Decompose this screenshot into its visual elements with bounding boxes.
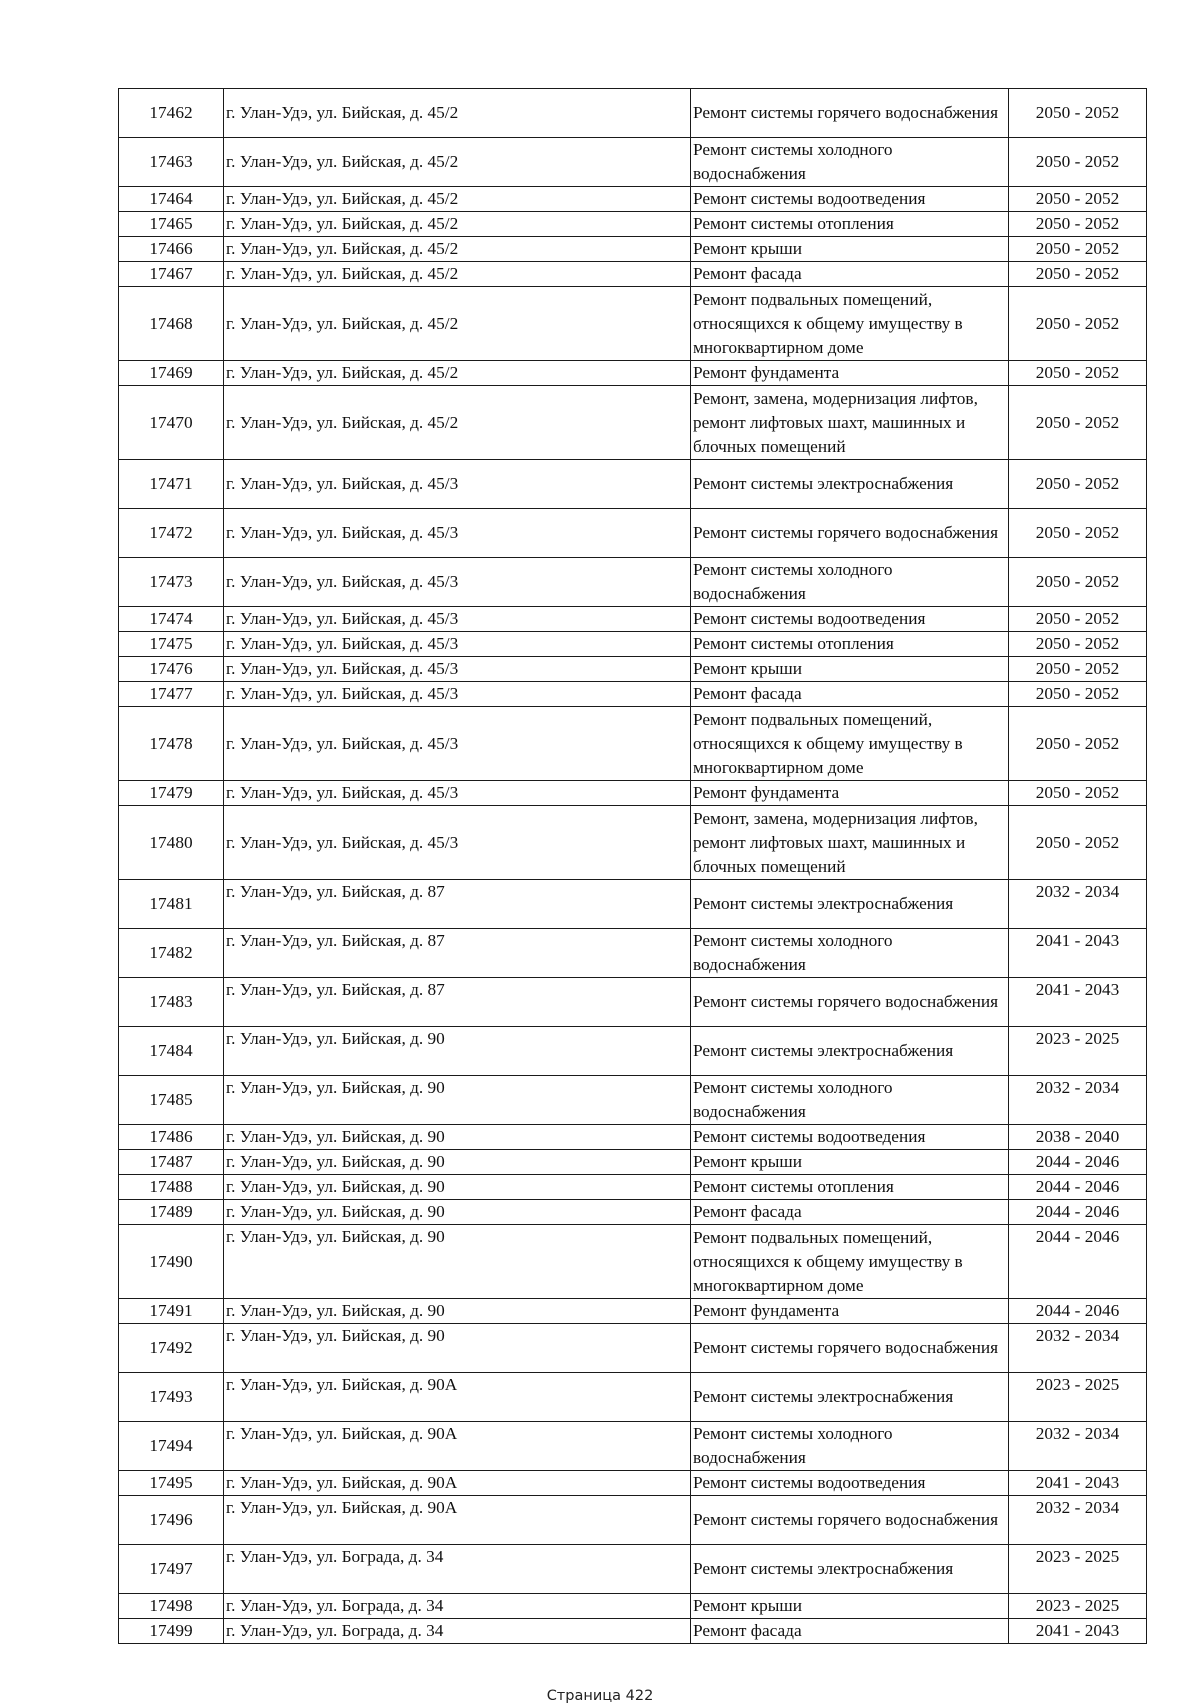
period-cell: 2050 - 2052 [1009, 386, 1147, 460]
address-cell: г. Улан-Удэ, ул. Бийская, д. 87 [224, 978, 691, 1027]
row-number-cell: 17468 [119, 287, 224, 361]
period-cell: 2050 - 2052 [1009, 509, 1147, 558]
work-type-cell: Ремонт фасада [691, 682, 1009, 707]
work-type-cell: Ремонт системы водоотведения [691, 1125, 1009, 1150]
table-row [119, 237, 1147, 262]
work-type-cell: Ремонт фасада [691, 1200, 1009, 1225]
work-type-cell: Ремонт системы холодного водоснабжения [691, 558, 1009, 607]
row-number-cell: 17487 [119, 1150, 224, 1175]
address-cell: г. Улан-Удэ, ул. Бийская, д. 90А [224, 1496, 691, 1545]
work-type-cell: Ремонт, замена, модернизация лифтов, ремонт лифтовых шахт, машинных и блочных помещений [691, 806, 1009, 880]
period-cell: 2044 - 2046 [1009, 1200, 1147, 1225]
table-row [119, 1594, 1147, 1619]
work-type-cell: Ремонт фасада [691, 1619, 1009, 1644]
address-cell: г. Улан-Удэ, ул. Бограда, д. 34 [224, 1545, 691, 1594]
row-number-cell: 17489 [119, 1200, 224, 1225]
table-row [119, 386, 1147, 460]
table-row [119, 657, 1147, 682]
address-cell: г. Улан-Удэ, ул. Бийская, д. 90 [224, 1175, 691, 1200]
address-cell: г. Улан-Удэ, ул. Бийская, д. 87 [224, 880, 691, 929]
work-type-cell: Ремонт системы горячего водоснабжения [691, 509, 1009, 558]
table-row [119, 212, 1147, 237]
row-number-cell: 17481 [119, 880, 224, 929]
row-number-cell: 17488 [119, 1175, 224, 1200]
table-row [119, 1299, 1147, 1324]
page-number: Страница 422 [546, 1688, 654, 1704]
work-type-cell: Ремонт подвальных помещений, относящихся к общему имуществу в многоквартирном доме [691, 1225, 1009, 1299]
address-cell: г. Улан-Удэ, ул. Бийская, д. 45/3 [224, 781, 691, 806]
work-type-cell: Ремонт фундамента [691, 781, 1009, 806]
period-cell: 2050 - 2052 [1009, 707, 1147, 781]
work-type-cell: Ремонт системы электроснабжения [691, 1373, 1009, 1422]
address-cell: г. Улан-Удэ, ул. Бийская, д. 90 [224, 1200, 691, 1225]
period-cell: 2050 - 2052 [1009, 287, 1147, 361]
row-number-cell: 17499 [119, 1619, 224, 1644]
period-cell: 2050 - 2052 [1009, 806, 1147, 880]
period-cell: 2044 - 2046 [1009, 1175, 1147, 1200]
period-cell: 2041 - 2043 [1009, 1471, 1147, 1496]
row-number-cell: 17470 [119, 386, 224, 460]
period-cell: 2050 - 2052 [1009, 632, 1147, 657]
period-cell: 2038 - 2040 [1009, 1125, 1147, 1150]
table-row [119, 89, 1147, 138]
row-number-cell: 17467 [119, 262, 224, 287]
table-row [119, 781, 1147, 806]
address-cell: г. Улан-Удэ, ул. Бийская, д. 45/3 [224, 558, 691, 607]
work-type-cell: Ремонт системы горячего водоснабжения [691, 89, 1009, 138]
row-number-cell: 17473 [119, 558, 224, 607]
table-row [119, 1125, 1147, 1150]
table-row [119, 1027, 1147, 1076]
period-cell: 2050 - 2052 [1009, 607, 1147, 632]
table-row [119, 707, 1147, 781]
work-type-cell: Ремонт фасада [691, 262, 1009, 287]
work-type-cell: Ремонт системы отопления [691, 632, 1009, 657]
work-type-cell: Ремонт системы горячего водоснабжения [691, 1324, 1009, 1373]
table-row [119, 1076, 1147, 1125]
period-cell: 2050 - 2052 [1009, 212, 1147, 237]
table-row [119, 1496, 1147, 1545]
work-type-cell: Ремонт системы электроснабжения [691, 1545, 1009, 1594]
period-cell: 2044 - 2046 [1009, 1225, 1147, 1299]
address-cell: г. Улан-Удэ, ул. Бийская, д. 45/3 [224, 460, 691, 509]
work-type-cell: Ремонт, замена, модернизация лифтов, ремонт лифтовых шахт, машинных и блочных помещений [691, 386, 1009, 460]
work-type-cell: Ремонт системы отопления [691, 1175, 1009, 1200]
row-number-cell: 17466 [119, 237, 224, 262]
address-cell: г. Улан-Удэ, ул. Бийская, д. 45/2 [224, 187, 691, 212]
row-number-cell: 17462 [119, 89, 224, 138]
table-row [119, 509, 1147, 558]
row-number-cell: 17482 [119, 929, 224, 978]
table-row [119, 632, 1147, 657]
work-type-cell: Ремонт системы холодного водоснабжения [691, 1076, 1009, 1125]
row-number-cell: 17498 [119, 1594, 224, 1619]
address-cell: г. Улан-Удэ, ул. Бийская, д. 45/2 [224, 212, 691, 237]
row-number-cell: 17496 [119, 1496, 224, 1545]
table-row [119, 1324, 1147, 1373]
period-cell: 2023 - 2025 [1009, 1545, 1147, 1594]
address-cell: г. Улан-Удэ, ул. Бийская, д. 90 [224, 1076, 691, 1125]
address-cell: г. Улан-Удэ, ул. Бийская, д. 90 [224, 1299, 691, 1324]
table-row [119, 682, 1147, 707]
work-type-cell: Ремонт подвальных помещений, относящихся к общему имуществу в многоквартирном доме [691, 287, 1009, 361]
work-type-cell: Ремонт системы холодного водоснабжения [691, 929, 1009, 978]
period-cell: 2023 - 2025 [1009, 1594, 1147, 1619]
period-cell: 2044 - 2046 [1009, 1299, 1147, 1324]
period-cell: 2032 - 2034 [1009, 1076, 1147, 1125]
row-number-cell: 17480 [119, 806, 224, 880]
period-cell: 2050 - 2052 [1009, 361, 1147, 386]
address-cell: г. Улан-Удэ, ул. Бийская, д. 45/2 [224, 386, 691, 460]
address-cell: г. Улан-Удэ, ул. Бийская, д. 45/2 [224, 287, 691, 361]
period-cell: 2050 - 2052 [1009, 138, 1147, 187]
address-cell: г. Улан-Удэ, ул. Бийская, д. 90 [224, 1027, 691, 1076]
table-row [119, 978, 1147, 1027]
work-type-cell: Ремонт системы электроснабжения [691, 880, 1009, 929]
period-cell: 2050 - 2052 [1009, 657, 1147, 682]
row-number-cell: 17491 [119, 1299, 224, 1324]
work-type-cell: Ремонт системы водоотведения [691, 1471, 1009, 1496]
address-cell: г. Улан-Удэ, ул. Бийская, д. 90 [224, 1125, 691, 1150]
table-row [119, 1545, 1147, 1594]
row-number-cell: 17475 [119, 632, 224, 657]
row-number-cell: 17464 [119, 187, 224, 212]
period-cell: 2050 - 2052 [1009, 89, 1147, 138]
address-cell: г. Улан-Удэ, ул. Бийская, д. 90 [224, 1324, 691, 1373]
work-type-cell: Ремонт системы горячего водоснабжения [691, 978, 1009, 1027]
table-row [119, 1422, 1147, 1471]
table-row [119, 929, 1147, 978]
period-cell: 2041 - 2043 [1009, 978, 1147, 1027]
row-number-cell: 17479 [119, 781, 224, 806]
repair-schedule-table [118, 88, 1147, 1644]
period-cell: 2041 - 2043 [1009, 929, 1147, 978]
period-cell: 2050 - 2052 [1009, 558, 1147, 607]
row-number-cell: 17469 [119, 361, 224, 386]
row-number-cell: 17477 [119, 682, 224, 707]
table-row [119, 607, 1147, 632]
address-cell: г. Улан-Удэ, ул. Бийская, д. 45/3 [224, 607, 691, 632]
work-type-cell: Ремонт крыши [691, 237, 1009, 262]
table-row [119, 287, 1147, 361]
row-number-cell: 17485 [119, 1076, 224, 1125]
period-cell: 2050 - 2052 [1009, 262, 1147, 287]
address-cell: г. Улан-Удэ, ул. Бийская, д. 90 [224, 1225, 691, 1299]
address-cell: г. Улан-Удэ, ул. Бийская, д. 90А [224, 1471, 691, 1496]
row-number-cell: 17465 [119, 212, 224, 237]
address-cell: г. Улан-Удэ, ул. Бийская, д. 90 [224, 1150, 691, 1175]
period-cell: 2050 - 2052 [1009, 781, 1147, 806]
period-cell: 2023 - 2025 [1009, 1027, 1147, 1076]
table-row [119, 1471, 1147, 1496]
period-cell: 2041 - 2043 [1009, 1619, 1147, 1644]
table-row [119, 187, 1147, 212]
address-cell: г. Улан-Удэ, ул. Бийская, д. 45/3 [224, 632, 691, 657]
row-number-cell: 17495 [119, 1471, 224, 1496]
address-cell: г. Улан-Удэ, ул. Бийская, д. 45/3 [224, 682, 691, 707]
work-type-cell: Ремонт системы горячего водоснабжения [691, 1496, 1009, 1545]
address-cell: г. Улан-Удэ, ул. Бийская, д. 45/2 [224, 262, 691, 287]
address-cell: г. Улан-Удэ, ул. Бийская, д. 45/2 [224, 361, 691, 386]
table-row [119, 1225, 1147, 1299]
row-number-cell: 17484 [119, 1027, 224, 1076]
address-cell: г. Улан-Удэ, ул. Бийская, д. 45/2 [224, 138, 691, 187]
address-cell: г. Улан-Удэ, ул. Бийская, д. 45/3 [224, 509, 691, 558]
work-type-cell: Ремонт системы водоотведения [691, 187, 1009, 212]
table-row [119, 806, 1147, 880]
table-row [119, 460, 1147, 509]
address-cell: г. Улан-Удэ, ул. Бийская, д. 45/2 [224, 237, 691, 262]
row-number-cell: 17492 [119, 1324, 224, 1373]
period-cell: 2050 - 2052 [1009, 237, 1147, 262]
address-cell: г. Улан-Удэ, ул. Бийская, д. 90А [224, 1373, 691, 1422]
period-cell: 2032 - 2034 [1009, 1422, 1147, 1471]
work-type-cell: Ремонт системы электроснабжения [691, 1027, 1009, 1076]
work-type-cell: Ремонт системы водоотведения [691, 607, 1009, 632]
table-row [119, 880, 1147, 929]
period-cell: 2032 - 2034 [1009, 880, 1147, 929]
row-number-cell: 17474 [119, 607, 224, 632]
table-row [119, 1150, 1147, 1175]
period-cell: 2050 - 2052 [1009, 187, 1147, 212]
period-cell: 2050 - 2052 [1009, 460, 1147, 509]
period-cell: 2044 - 2046 [1009, 1150, 1147, 1175]
row-number-cell: 17483 [119, 978, 224, 1027]
work-type-cell: Ремонт фундамента [691, 1299, 1009, 1324]
address-cell: г. Улан-Удэ, ул. Бийская, д. 87 [224, 929, 691, 978]
period-cell: 2050 - 2052 [1009, 682, 1147, 707]
work-type-cell: Ремонт системы холодного водоснабжения [691, 1422, 1009, 1471]
row-number-cell: 17463 [119, 138, 224, 187]
table-row [119, 1373, 1147, 1422]
work-type-cell: Ремонт системы отопления [691, 212, 1009, 237]
address-cell: г. Улан-Удэ, ул. Бограда, д. 34 [224, 1594, 691, 1619]
table-row [119, 262, 1147, 287]
table-row [119, 1619, 1147, 1644]
table-body [119, 89, 1147, 1644]
work-type-cell: Ремонт крыши [691, 1594, 1009, 1619]
row-number-cell: 17486 [119, 1125, 224, 1150]
period-cell: 2032 - 2034 [1009, 1324, 1147, 1373]
table-row [119, 558, 1147, 607]
row-number-cell: 17497 [119, 1545, 224, 1594]
work-type-cell: Ремонт фундамента [691, 361, 1009, 386]
period-cell: 2032 - 2034 [1009, 1496, 1147, 1545]
work-type-cell: Ремонт системы электроснабжения [691, 460, 1009, 509]
work-type-cell: Ремонт системы холодного водоснабжения [691, 138, 1009, 187]
address-cell: г. Улан-Удэ, ул. Бийская, д. 45/3 [224, 657, 691, 682]
address-cell: г. Улан-Удэ, ул. Бийская, д. 90А [224, 1422, 691, 1471]
row-number-cell: 17478 [119, 707, 224, 781]
row-number-cell: 17472 [119, 509, 224, 558]
row-number-cell: 17476 [119, 657, 224, 682]
row-number-cell: 17471 [119, 460, 224, 509]
work-type-cell: Ремонт подвальных помещений, относящихся к общему имуществу в многоквартирном доме [691, 707, 1009, 781]
table-row [119, 1200, 1147, 1225]
address-cell: г. Улан-Удэ, ул. Бийская, д. 45/2 [224, 89, 691, 138]
row-number-cell: 17494 [119, 1422, 224, 1471]
work-type-cell: Ремонт крыши [691, 657, 1009, 682]
table-row [119, 361, 1147, 386]
table-row [119, 138, 1147, 187]
period-cell: 2023 - 2025 [1009, 1373, 1147, 1422]
row-number-cell: 17490 [119, 1225, 224, 1299]
table-row [119, 1175, 1147, 1200]
address-cell: г. Улан-Удэ, ул. Бограда, д. 34 [224, 1619, 691, 1644]
address-cell: г. Улан-Удэ, ул. Бийская, д. 45/3 [224, 806, 691, 880]
address-cell: г. Улан-Удэ, ул. Бийская, д. 45/3 [224, 707, 691, 781]
row-number-cell: 17493 [119, 1373, 224, 1422]
work-type-cell: Ремонт крыши [691, 1150, 1009, 1175]
